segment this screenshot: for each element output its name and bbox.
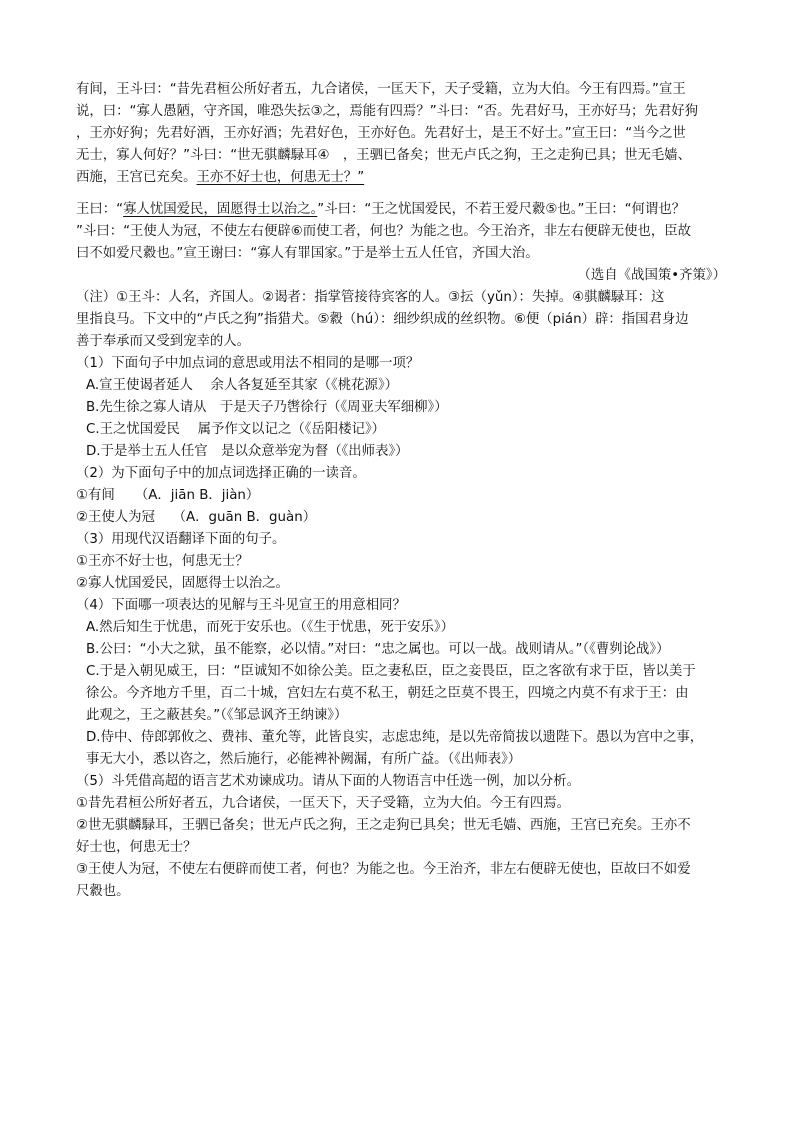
question-item: ②寡人忧国爱民，固愿得士以治之。 <box>76 576 289 591</box>
question-item-continued: 尺縠也。 <box>76 884 130 899</box>
question-1 <box>76 353 726 463</box>
passage-line: ，王亦好狗；先君好酒，王亦好酒；先君好色，王亦好色。先君好士，是王不好士。”宣王曰：“当今之世 <box>76 126 686 141</box>
passage-line: 有间，王斗曰：“昔先君桓公所好者五，九合诸侯，一匡天下，天子受籍，立为大伯。今王有四焉。”宣王 <box>76 82 686 97</box>
passage-line <box>76 199 726 221</box>
question-item: ①昔先君桓公所好者五，九合诸侯，一匡天下，天子受籍，立为大伯。今王有四焉。 <box>76 796 571 811</box>
passage-line: 曰不如爱尺縠也。”宣王谢曰：“寡人有罪国家。”于是举士五人任官，齐国大治。 <box>76 246 539 261</box>
passage-line <box>76 167 726 189</box>
option-d-continued: 事无大小，悉以咨之，然后施行，必能裨补阙漏，有所广益。（《出师表》） <box>86 752 522 767</box>
option-b: B.先生徐之寡人请从 于是天子乃辔徐行（《周亚夫军细柳》） <box>86 400 448 415</box>
option-d: D.侍中、侍郎郭攸之、费祎、董允等，此皆良实，志虑忠纯，是以先帝简拔以遗陛下。愚以为宫中之事， <box>86 730 704 745</box>
option-c-continued: 徐公。今齐地方千里，百二十城，宫妇左右莫不私王，朝廷之臣莫不畏王，四境之内莫不有求于王：由 <box>86 686 689 701</box>
question-stem: （5）斗凭借高超的语言艺术劝谏成功。请从下面的人物语言中任选一例，加以分析。 <box>76 774 580 789</box>
option-a: A.然后知生于忧患，而死于安乐也。（《生于忧患，死于安乐》） <box>86 620 455 635</box>
source-citation: （选自《战国策•齐策》） <box>577 268 726 283</box>
option-c: C.王之忧国爱民 属予作文以记之（《岳阳楼记》） <box>86 422 386 437</box>
question-2 <box>76 463 726 529</box>
question-item-continued: 好士也，何患无士？ <box>76 840 197 855</box>
underlined-sentence: 寡人忧国爱民，固愿得士以治之。 <box>123 202 318 217</box>
passage-line: 无士，寡人何好？”斗曰：“世无骐麟騄耳④ ，王驷已备矣；世无卢氏之狗，王之走狗已具；世无毛嫱、 <box>76 148 692 163</box>
question-stem: （1）下面句子中加点词的意思或用法不相同的是哪一项？ <box>76 356 420 371</box>
option-b: B.公曰：“小大之狱，虽不能察，必以情。”对曰：“忠之属也。可以一战。战则请从。”（《曹刿论战》） <box>86 642 670 657</box>
question-item: ②王使人为冠 （A．guān B．guàn） <box>76 510 317 525</box>
passage-line: ”斗曰：“王使人为冠，不使左右便辟⑥而使工者，何也？为能之也。今王治齐，非左右便辟无使也，臣故 <box>76 224 692 239</box>
passage-text: 西施，王宫已充矣。 <box>76 170 197 185</box>
passage-text: ”斗曰：“王之忧国爱民，不若王爱尺縠⑤也。”王曰：“何谓也？ <box>317 202 686 217</box>
note-line: （注）①王斗：人名，齐国人。②谒者：指掌管接待宾客的人。③抎（yǔn）：失掉。④骐麟騄耳：这 <box>76 290 665 305</box>
option-d: D.于是举士五人任官 是以众意举宠为督（《出师表》） <box>86 444 409 459</box>
underlined-sentence: 王亦不好士也，何患无士？” <box>196 170 365 185</box>
question-item: ①王亦不好士也，何患无士？ <box>76 554 249 569</box>
document-content <box>76 79 726 903</box>
note-line: 里指良马。下文中的“卢氏之狗”指猎犬。⑤縠（hú）：细纱织成的丝织物。⑥便（pián）辟：指国君身边 <box>76 312 689 327</box>
question-stem: （4）下面哪一项表达的见解与王斗见宣王的用意相同？ <box>76 598 406 613</box>
notes <box>76 287 726 353</box>
option-c-continued: 此观之，王之蔽甚矣。”（《邹忌讽齐王纳谏》） <box>86 708 348 723</box>
question-5 <box>76 771 726 903</box>
note-line: 善于奉承而又受到宠幸的人。 <box>76 334 251 349</box>
question-item: ①有间 （A．jiān B．jiàn） <box>76 488 260 503</box>
option-c: C.于是入朝见威王，曰：“臣诚知不如徐公美。臣之妻私臣，臣之妾畏臣，臣之客欲有求于臣，皆以美于 <box>86 664 696 679</box>
question-item: ②世无骐麟騄耳，王驷已备矣；世无卢氏之狗，王之走狗已具矣；世无毛嫱、西施，王宫已充矣。王亦不 <box>76 818 691 833</box>
question-stem: （3）用现代汉语翻译下面的句子。 <box>76 532 286 547</box>
passage-line: 说，曰：“寡人愚陋，守齐国，唯恐失抎③之，焉能有四焉？”斗曰：“否。先君好马，王亦好马；先君好狗 <box>76 104 699 119</box>
question-stem: （2）为下面句子中的加点词选择正确的一读音。 <box>76 466 366 481</box>
option-a: A.宣王使谒者延人 余人各复延至其家（《桃花源》） <box>86 378 399 393</box>
passage-text: 王曰：“ <box>76 202 124 217</box>
passage <box>76 79 726 287</box>
question-3 <box>76 529 726 595</box>
question-4 <box>76 595 726 771</box>
question-item: ③王使人为冠，不使左右便辟而使工者，何也？为能之也。今王治齐，非左右便辟无使也，臣故曰不如爱 <box>76 862 691 877</box>
